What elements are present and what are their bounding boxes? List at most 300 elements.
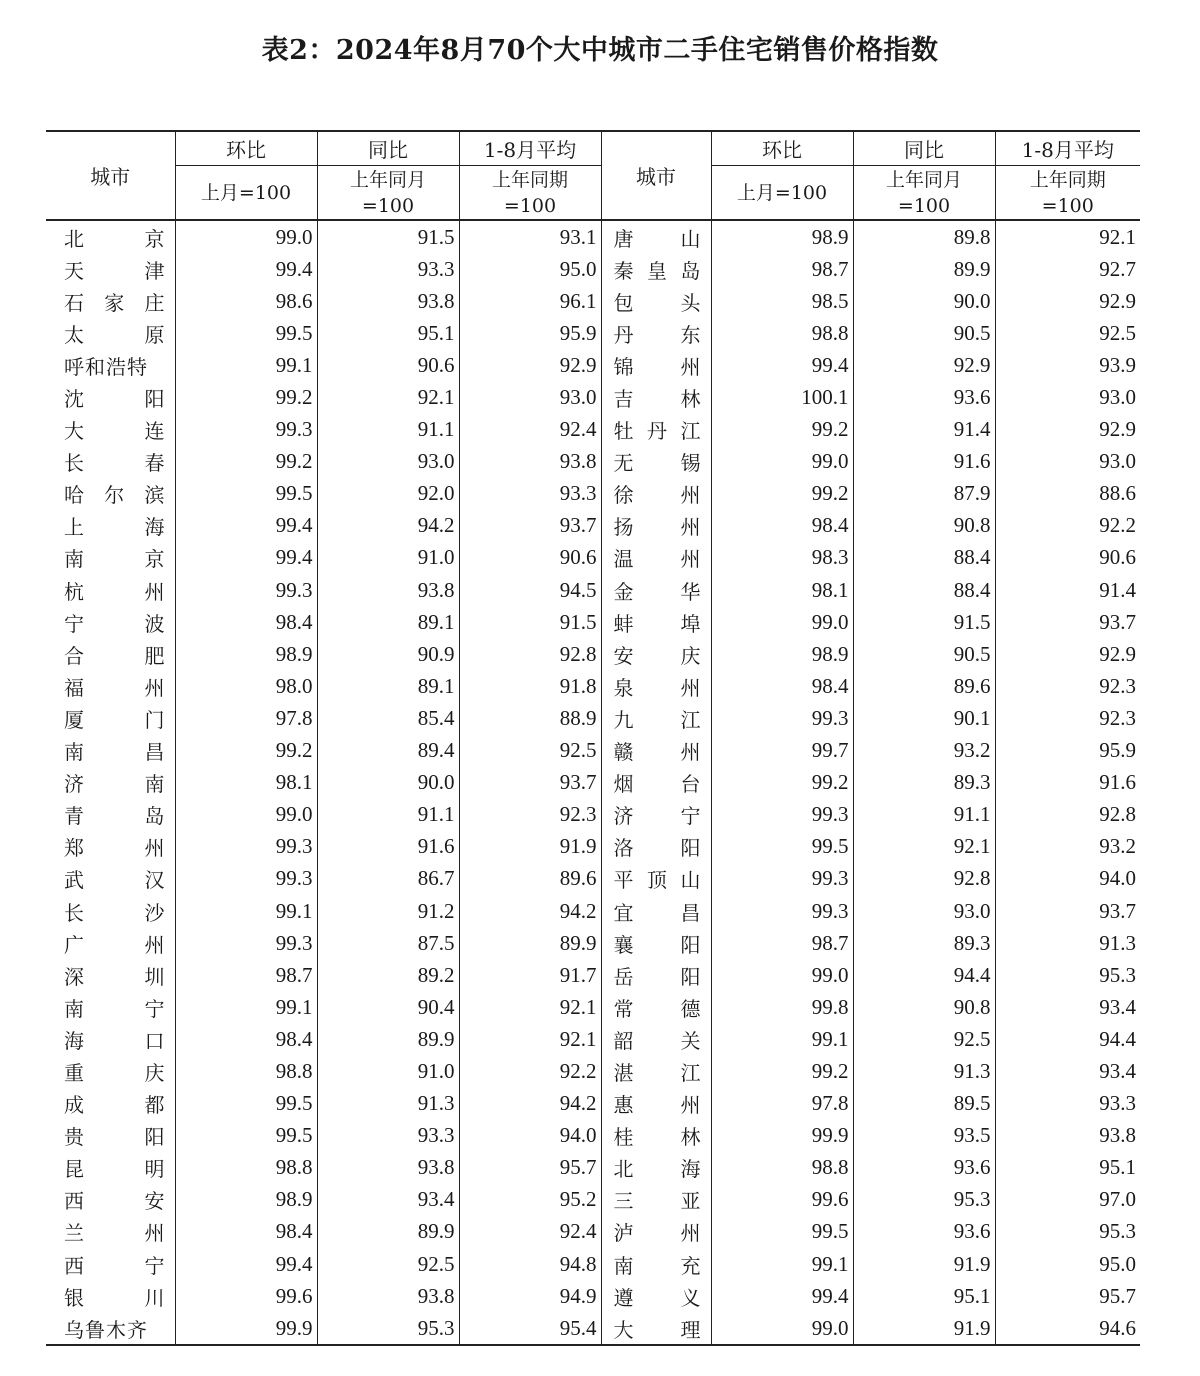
mom-value-right: 98.3 [711,542,853,574]
table-row [46,381,1140,413]
header-avg-base-right: 上年同期 =100 [995,166,1140,221]
avg-value-right: 91.6 [995,767,1140,799]
mom-value-left: 98.4 [175,606,317,638]
yoy-value-left: 92.5 [317,1248,459,1280]
avg-value-left: 93.8 [459,446,601,478]
yoy-value-right: 93.6 [853,1216,995,1248]
avg-value-right: 93.0 [995,446,1140,478]
mom-value-left: 99.3 [175,574,317,606]
city-label: 宁 波 [64,611,165,636]
city-name-right [601,478,711,510]
city-label: 福 州 [64,675,165,700]
mom-value-left: 99.1 [175,349,317,381]
city-name-right [601,285,711,317]
city-label: 成 都 [64,1093,165,1118]
yoy-value-left: 91.1 [317,799,459,831]
table-row [46,863,1140,895]
mom-value-right: 98.9 [711,638,853,670]
city-label: 蚌 埠 [613,611,701,636]
mom-value-left: 99.4 [175,253,317,285]
city-label: 泸 州 [613,1221,701,1246]
avg-value-left: 94.5 [459,574,601,606]
mom-value-right: 98.7 [711,927,853,959]
avg-value-left: 95.0 [459,253,601,285]
mom-value-right: 99.3 [711,895,853,927]
city-label: 南 昌 [64,740,165,765]
city-name-right [601,1248,711,1280]
city-label: 杭 州 [64,579,165,604]
avg-value-left: 92.8 [459,638,601,670]
avg-value-left: 92.1 [459,1023,601,1055]
mom-value-right: 99.1 [711,1248,853,1280]
header-city-right: 城市 [601,131,711,220]
city-label: 郑 州 [64,836,165,861]
city-name-left [46,831,175,863]
yoy-value-right: 90.8 [853,510,995,542]
yoy-value-left: 95.3 [317,1312,459,1345]
avg-value-left: 91.5 [459,606,601,638]
mom-value-right: 99.0 [711,606,853,638]
mom-value-left: 98.8 [175,1055,317,1087]
table-row [46,414,1140,446]
avg-value-left: 95.7 [459,1152,601,1184]
mom-value-left: 99.5 [175,478,317,510]
mom-value-left: 98.6 [175,285,317,317]
city-label: 九 江 [613,707,701,732]
yoy-value-left: 86.7 [317,863,459,895]
mom-value-left: 99.3 [175,863,317,895]
yoy-value-left: 93.8 [317,574,459,606]
city-label: 长 沙 [64,900,165,925]
city-label: 洛 阳 [613,836,701,861]
table-row [46,638,1140,670]
city-name-left [46,510,175,542]
city-label: 烟 台 [613,772,701,797]
city-name-right [601,1088,711,1120]
avg-value-right: 95.3 [995,959,1140,991]
mom-value-right: 98.4 [711,670,853,702]
mom-value-right: 98.8 [711,317,853,349]
yoy-value-right: 92.8 [853,863,995,895]
mom-value-right: 97.8 [711,1088,853,1120]
avg-value-left: 95.2 [459,1184,601,1216]
city-label: 青 岛 [64,804,165,829]
city-label: 西 宁 [64,1253,165,1278]
city-name-left [46,767,175,799]
yoy-value-left: 90.0 [317,767,459,799]
yoy-value-left: 91.6 [317,831,459,863]
city-label: 徐 州 [613,483,701,508]
mom-value-right: 99.3 [711,799,853,831]
table-title: 表2：2024年8月70个大中城市二手住宅销售价格指数 [261,35,939,66]
city-name-right [601,510,711,542]
yoy-value-right: 90.0 [853,285,995,317]
mom-value-right: 98.7 [711,253,853,285]
avg-value-right: 90.6 [995,542,1140,574]
avg-value-left: 90.6 [459,542,601,574]
table-row [46,317,1140,349]
yoy-value-right: 89.6 [853,670,995,702]
mom-value-left: 99.1 [175,895,317,927]
avg-value-left: 96.1 [459,285,601,317]
avg-value-right: 95.0 [995,1248,1140,1280]
mom-value-right: 99.7 [711,735,853,767]
avg-value-left: 93.1 [459,220,601,253]
avg-value-right: 93.4 [995,991,1140,1023]
table-row [46,1088,1140,1120]
city-label: 宜 昌 [613,900,701,925]
city-label: 韶 关 [613,1028,701,1053]
city-label: 大 理 [613,1317,701,1342]
mom-value-right: 99.0 [711,959,853,991]
yoy-value-left: 91.2 [317,895,459,927]
yoy-value-right: 90.1 [853,702,995,734]
city-name-left [46,446,175,478]
city-name-left [46,1120,175,1152]
city-name-left [46,220,175,253]
city-label: 岳 阳 [613,964,701,989]
yoy-value-right: 90.5 [853,317,995,349]
city-label: 济 宁 [613,804,701,829]
city-label: 上 海 [64,515,165,540]
table-row [46,702,1140,734]
city-name-left [46,606,175,638]
mom-value-left: 99.5 [175,1088,317,1120]
mom-value-left: 99.4 [175,542,317,574]
avg-value-left: 92.1 [459,991,601,1023]
city-name-left [46,1216,175,1248]
city-name-left [46,253,175,285]
city-name-right [601,831,711,863]
city-label: 湛 江 [613,1060,701,1085]
city-name-right [601,959,711,991]
yoy-value-right: 92.9 [853,349,995,381]
avg-value-right: 92.9 [995,638,1140,670]
city-name-right [601,735,711,767]
header-mom-right: 环比 [711,131,853,166]
yoy-value-left: 89.4 [317,735,459,767]
city-name-right [601,702,711,734]
yoy-value-left: 89.9 [317,1023,459,1055]
yoy-value-right: 90.8 [853,991,995,1023]
header-yoy-base-right: 上年同月 =100 [853,166,995,221]
city-name-left [46,478,175,510]
city-name-right [601,799,711,831]
avg-value-right: 95.7 [995,1280,1140,1312]
city-name-left [46,1280,175,1312]
city-label: 包 头 [613,290,701,315]
table-row [46,1023,1140,1055]
yoy-value-right: 91.4 [853,414,995,446]
yoy-value-right: 93.6 [853,381,995,413]
city-name-right [601,1055,711,1087]
mom-value-right: 99.3 [711,863,853,895]
yoy-value-right: 93.5 [853,1120,995,1152]
city-name-right [601,638,711,670]
city-name-left [46,349,175,381]
city-name-left [46,1248,175,1280]
city-label: 贵 阳 [64,1125,165,1150]
city-name-left [46,285,175,317]
city-label: 合 肥 [64,643,165,668]
city-label: 哈 尔 滨 [64,483,165,508]
mom-value-left: 99.0 [175,799,317,831]
city-name-right [601,670,711,702]
mom-value-left: 99.2 [175,446,317,478]
mom-value-left: 99.5 [175,1120,317,1152]
yoy-value-right: 92.5 [853,1023,995,1055]
yoy-value-left: 91.5 [317,220,459,253]
avg-value-left: 95.4 [459,1312,601,1345]
yoy-value-left: 89.1 [317,606,459,638]
city-name-right [601,446,711,478]
yoy-value-left: 90.4 [317,991,459,1023]
mom-value-right: 99.0 [711,446,853,478]
yoy-value-left: 93.8 [317,285,459,317]
yoy-value-right: 93.6 [853,1152,995,1184]
city-label: 呼和浩特 [64,354,148,379]
yoy-value-right: 89.5 [853,1088,995,1120]
avg-value-left: 92.5 [459,735,601,767]
yoy-value-right: 88.4 [853,574,995,606]
city-name-left [46,1055,175,1087]
mom-value-left: 99.2 [175,735,317,767]
avg-value-left: 92.4 [459,414,601,446]
city-label: 北 海 [613,1157,701,1182]
mom-value-right: 99.3 [711,702,853,734]
avg-value-left: 94.8 [459,1248,601,1280]
yoy-value-right: 92.1 [853,831,995,863]
yoy-value-right: 91.3 [853,1055,995,1087]
header-avg-base-left: 上年同期 =100 [459,166,601,221]
yoy-value-left: 93.4 [317,1184,459,1216]
city-name-right [601,1120,711,1152]
yoy-value-left: 93.8 [317,1152,459,1184]
avg-value-left: 89.9 [459,927,601,959]
yoy-value-right: 91.5 [853,606,995,638]
avg-value-right: 92.2 [995,510,1140,542]
city-label: 沈 阳 [64,387,165,412]
city-label: 昆 明 [64,1157,165,1182]
city-name-right [601,317,711,349]
mom-value-left: 99.4 [175,1248,317,1280]
yoy-value-right: 89.3 [853,767,995,799]
city-label: 襄 阳 [613,932,701,957]
yoy-value-right: 89.8 [853,220,995,253]
city-label: 丹 东 [613,322,701,347]
city-label: 吉 林 [613,387,701,412]
avg-value-right: 94.4 [995,1023,1140,1055]
mom-value-left: 98.1 [175,767,317,799]
table-row [46,670,1140,702]
mom-value-left: 97.8 [175,702,317,734]
avg-value-right: 92.5 [995,317,1140,349]
city-name-right [601,863,711,895]
yoy-value-left: 92.1 [317,381,459,413]
header-avg-right: 1-8月平均 [995,131,1140,166]
city-label: 兰 州 [64,1221,165,1246]
mom-value-left: 98.9 [175,638,317,670]
header-yoy-right: 同比 [853,131,995,166]
city-label: 温 州 [613,547,701,572]
city-name-left [46,670,175,702]
table-row [46,606,1140,638]
header-yoy-left: 同比 [317,131,459,166]
city-name-left [46,1152,175,1184]
avg-value-right: 92.9 [995,285,1140,317]
city-label: 平 顶 山 [613,868,701,893]
city-label: 泉 州 [613,675,701,700]
city-label: 西 安 [64,1189,165,1214]
avg-value-right: 91.4 [995,574,1140,606]
table-row [46,1184,1140,1216]
avg-value-right: 93.0 [995,381,1140,413]
city-label: 石 家 庄 [64,290,165,315]
mom-value-left: 98.9 [175,1184,317,1216]
yoy-value-left: 93.3 [317,1120,459,1152]
yoy-value-right: 91.6 [853,446,995,478]
city-label: 安 庆 [613,643,701,668]
city-name-left [46,863,175,895]
header-avg-left: 1-8月平均 [459,131,601,166]
mom-value-left: 99.0 [175,220,317,253]
mom-value-right: 98.5 [711,285,853,317]
yoy-value-right: 95.1 [853,1280,995,1312]
yoy-value-right: 91.9 [853,1248,995,1280]
avg-value-left: 92.3 [459,799,601,831]
city-label: 北 京 [64,226,165,251]
avg-value-right: 93.7 [995,895,1140,927]
header-yoy-base-left: 上年同月 =100 [317,166,459,221]
yoy-value-left: 87.5 [317,927,459,959]
avg-value-left: 94.0 [459,1120,601,1152]
city-name-left [46,638,175,670]
city-name-right [601,1152,711,1184]
city-name-left [46,542,175,574]
city-label: 南 宁 [64,996,165,1021]
city-name-right [601,1216,711,1248]
city-name-right [601,220,711,253]
header-mom-base-right: 上月=100 [711,166,853,221]
city-label: 桂 林 [613,1125,701,1150]
avg-value-right: 92.9 [995,414,1140,446]
yoy-value-left: 91.0 [317,542,459,574]
avg-value-right: 92.8 [995,799,1140,831]
yoy-value-right: 89.3 [853,927,995,959]
city-name-left [46,317,175,349]
city-label: 常 德 [613,996,701,1021]
city-label: 金 华 [613,579,701,604]
city-name-left [46,799,175,831]
yoy-value-right: 95.3 [853,1184,995,1216]
avg-value-left: 94.9 [459,1280,601,1312]
table-row [46,1216,1140,1248]
table-row [46,349,1140,381]
city-name-left [46,1312,175,1345]
avg-value-left: 91.9 [459,831,601,863]
table-row [46,1055,1140,1087]
avg-value-right: 92.7 [995,253,1140,285]
city-label: 无 锡 [613,451,701,476]
mom-value-left: 98.4 [175,1023,317,1055]
city-label: 重 庆 [64,1060,165,1085]
avg-value-right: 95.9 [995,735,1140,767]
avg-value-right: 93.2 [995,831,1140,863]
yoy-value-left: 89.1 [317,670,459,702]
city-label: 天 津 [64,258,165,283]
table-row [46,959,1140,991]
mom-value-right: 99.4 [711,1280,853,1312]
avg-value-right: 94.0 [995,863,1140,895]
mom-value-left: 99.1 [175,991,317,1023]
city-name-left [46,895,175,927]
yoy-value-right: 94.4 [853,959,995,991]
city-name-left [46,702,175,734]
city-label: 南 京 [64,547,165,572]
yoy-value-right: 93.0 [853,895,995,927]
mom-value-left: 99.9 [175,1312,317,1345]
table-row [46,446,1140,478]
avg-value-left: 91.7 [459,959,601,991]
city-name-left [46,381,175,413]
city-name-left [46,1184,175,1216]
avg-value-right: 91.3 [995,927,1140,959]
yoy-value-right: 91.1 [853,799,995,831]
city-name-left [46,959,175,991]
yoy-value-left: 93.0 [317,446,459,478]
table-body [46,220,1140,1345]
table-row [46,542,1140,574]
avg-value-left: 92.2 [459,1055,601,1087]
city-name-right [601,606,711,638]
avg-value-left: 92.4 [459,1216,601,1248]
city-label: 厦 门 [64,707,165,732]
mom-value-left: 99.4 [175,510,317,542]
mom-value-right: 99.2 [711,767,853,799]
yoy-value-right: 89.9 [853,253,995,285]
header-mom-left: 环比 [175,131,317,166]
avg-value-right: 93.7 [995,606,1140,638]
mom-value-left: 99.5 [175,317,317,349]
city-name-right [601,381,711,413]
city-name-right [601,1184,711,1216]
city-label: 遵 义 [613,1285,701,1310]
avg-value-right: 93.8 [995,1120,1140,1152]
city-label: 深 圳 [64,964,165,989]
table-row [46,285,1140,317]
city-name-right [601,767,711,799]
mom-value-right: 98.9 [711,220,853,253]
city-label: 大 连 [64,419,165,444]
table-row [46,574,1140,606]
mom-value-left: 98.7 [175,959,317,991]
mom-value-left: 99.2 [175,381,317,413]
avg-value-right: 97.0 [995,1184,1140,1216]
avg-value-right: 92.3 [995,702,1140,734]
yoy-value-right: 93.2 [853,735,995,767]
header-city-left: 城市 [46,131,175,220]
table-row [46,767,1140,799]
city-name-right [601,1023,711,1055]
mom-value-right: 99.6 [711,1184,853,1216]
table-row [46,510,1140,542]
yoy-value-left: 93.3 [317,253,459,285]
mom-value-left: 98.8 [175,1152,317,1184]
table-row [46,799,1140,831]
yoy-value-left: 91.1 [317,414,459,446]
city-label: 扬 州 [613,515,701,540]
mom-value-right: 99.9 [711,1120,853,1152]
